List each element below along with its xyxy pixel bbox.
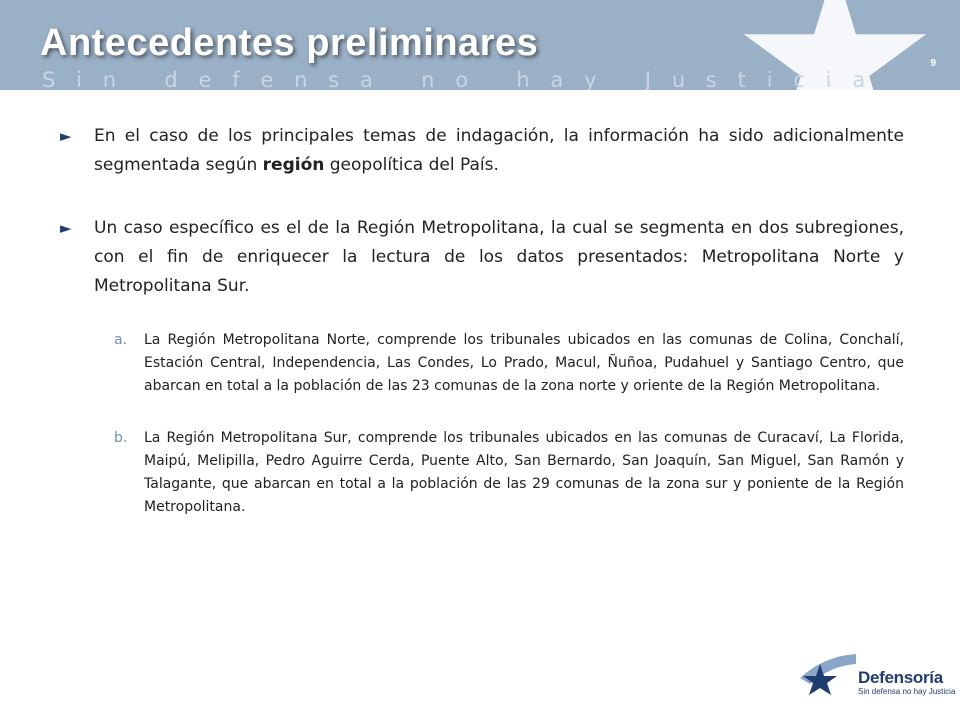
logo-name: Defensoría [858,668,943,687]
sub-item-text: La Región Metropolitana Sur, comprende los tribunales ubicados en las comunas de Curacaví, La Florida, Maipú, Melipilla, Pedro Aguirre Cerda, Puente Alto, San Bernardo, San Joaquín, San Miguel, San Ramón y Talagante, que abarcan en total a la población de las 29 comunas de la zona sur y poniente de la Región Metropolitana. [144,430,904,515]
sub-list-item [114,427,904,519]
page-subtitle: Sin defensa no hay Justicia [42,68,886,90]
bullet-text: En el caso de los principales temas de indagación, la información ha sido adicionalmente segmentada según región geopolítica del País. [94,126,904,175]
triangle-right-icon: ► [60,127,72,145]
sub-item-text: La Región Metropolitana Norte, comprende los tribunales ubicados en las comunas de Colina, Conchalí, Estación Central, Independencia, Las Condes, Lo Prado, Macul, Ñuñoa, Pudahuel y Santiago Centro, que abarcan en total a la población de las 23 comunas de la zona norte y oriente de la Región Metropolitana. [144,332,904,394]
bold-term: región [262,155,325,175]
defensoria-logo [796,650,956,706]
sub-list [58,329,904,519]
bullet-item [58,122,904,180]
list-marker: b. [114,430,128,446]
logo-emblem [796,650,858,706]
bullet-item [58,214,904,301]
page-title: Antecedentes preliminares [40,22,539,64]
sub-list-item [114,329,904,398]
page-number: 9 [930,58,936,69]
logo-tagline: Sin defensa no hay Justicia [858,687,956,696]
triangle-right-icon: ► [60,219,72,237]
list-marker: a. [114,332,128,348]
main-content [58,122,904,519]
bullet-text: Un caso específico es el de la Región Metropolitana, la cual se segmenta en dos subregiones, con el fin de enriquecer la lectura de los datos presentados: Metropolitana Norte y Metropolitana Sur. [94,218,904,296]
header-banner [0,0,960,90]
